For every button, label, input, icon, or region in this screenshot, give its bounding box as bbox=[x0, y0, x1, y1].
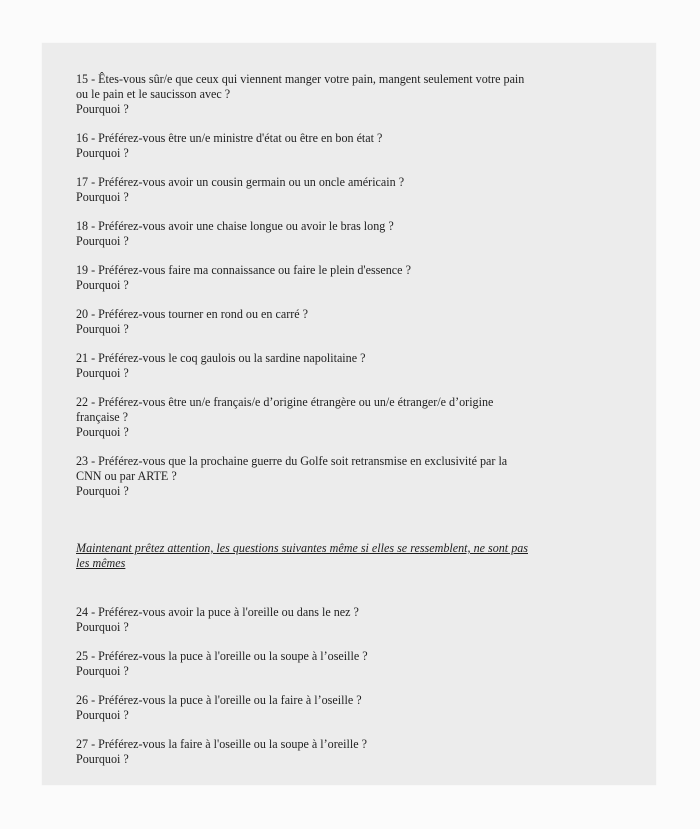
question-followup: Pourquoi ? bbox=[76, 620, 129, 634]
question-21 bbox=[76, 351, 576, 381]
question-text-line: 16 - Préférez-vous être un/e ministre d'état ou être en bon état ? bbox=[76, 131, 383, 145]
question-text-line: française ? bbox=[76, 410, 129, 424]
question-followup: Pourquoi ? bbox=[76, 322, 129, 336]
question-followup: Pourquoi ? bbox=[76, 146, 129, 160]
question-followup: Pourquoi ? bbox=[76, 366, 129, 380]
attention-note bbox=[76, 541, 576, 571]
question-followup: Pourquoi ? bbox=[76, 102, 129, 116]
question-followup: Pourquoi ? bbox=[76, 234, 129, 248]
question-27 bbox=[76, 737, 576, 767]
note-line: Maintenant prêtez attention, les questions suivantes même si elles se ressemblent, ne sont pas bbox=[76, 541, 528, 555]
question-22 bbox=[76, 395, 576, 440]
question-followup: Pourquoi ? bbox=[76, 708, 129, 722]
question-19 bbox=[76, 263, 576, 293]
question-text-line: 15 - Êtes-vous sûr/e que ceux qui viennent manger votre pain, mangent seulement votre pain bbox=[76, 72, 525, 86]
question-20 bbox=[76, 307, 576, 337]
question-25 bbox=[76, 649, 576, 679]
question-16 bbox=[76, 131, 576, 161]
question-followup: Pourquoi ? bbox=[76, 752, 129, 766]
question-text-line: 26 - Préférez-vous la puce à l'oreille ou la faire à l’oseille ? bbox=[76, 693, 362, 707]
document-page bbox=[42, 43, 656, 785]
question-text-line: 20 - Préférez-vous tourner en rond ou en carré ? bbox=[76, 307, 309, 321]
question-text-line: CNN ou par ARTE ? bbox=[76, 469, 177, 483]
question-24 bbox=[76, 605, 576, 635]
question-text-line: 24 - Préférez-vous avoir la puce à l'oreille ou dans le nez ? bbox=[76, 605, 359, 619]
question-followup: Pourquoi ? bbox=[76, 425, 129, 439]
question-26 bbox=[76, 693, 576, 723]
question-followup: Pourquoi ? bbox=[76, 278, 129, 292]
question-text-line: 17 - Préférez-vous avoir un cousin germain ou un oncle américain ? bbox=[76, 175, 405, 189]
question-15 bbox=[76, 72, 576, 117]
question-text-line: 23 - Préférez-vous que la prochaine guerre du Golfe soit retransmise en exclusivité par la bbox=[76, 454, 508, 468]
question-text-line: 18 - Préférez-vous avoir une chaise longue ou avoir le bras long ? bbox=[76, 219, 394, 233]
question-text-line: 21 - Préférez-vous le coq gaulois ou la sardine napolitaine ? bbox=[76, 351, 366, 365]
question-23 bbox=[76, 454, 576, 499]
question-followup: Pourquoi ? bbox=[76, 484, 129, 498]
question-18 bbox=[76, 219, 576, 249]
questionnaire-content bbox=[76, 72, 576, 767]
question-text-line: 25 - Préférez-vous la puce à l'oreille ou la soupe à l’oseille ? bbox=[76, 649, 368, 663]
question-followup: Pourquoi ? bbox=[76, 664, 129, 678]
question-followup: Pourquoi ? bbox=[76, 190, 129, 204]
note-line: les mêmes bbox=[76, 556, 126, 570]
question-text-line: 19 - Préférez-vous faire ma connaissance ou faire le plein d'essence ? bbox=[76, 263, 411, 277]
question-text-line: 22 - Préférez-vous être un/e français/e d’origine étrangère ou un/e étranger/e d’origine bbox=[76, 395, 494, 409]
question-17 bbox=[76, 175, 576, 205]
question-text-line: 27 - Préférez-vous la faire à l'oseille ou la soupe à l’oreille ? bbox=[76, 737, 367, 751]
question-text-line: ou le pain et le saucisson avec ? bbox=[76, 87, 231, 101]
